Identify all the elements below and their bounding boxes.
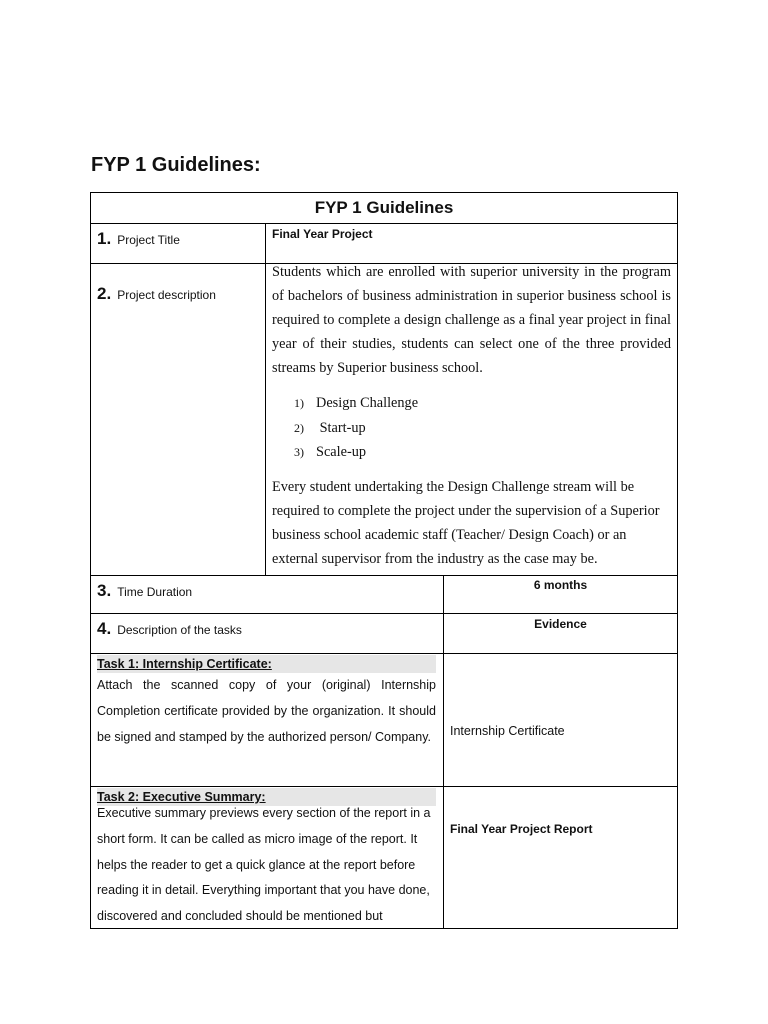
list-item: 2) Start-up — [294, 419, 366, 436]
time-duration-value: 6 months — [533, 578, 588, 592]
task-2-description — [90, 786, 444, 929]
row-number: 1. — [97, 229, 112, 248]
row-label: Description of the tasks — [117, 623, 242, 637]
stream-list — [294, 391, 671, 465]
row-number: 4. — [97, 619, 112, 638]
evidence-header: Evidence — [534, 617, 587, 631]
row-project-description-label — [90, 263, 266, 576]
row-time-duration-label — [90, 575, 444, 614]
project-title-value: Final Year Project — [272, 227, 373, 241]
row-label: Project Title — [117, 233, 180, 247]
row-evidence-header — [443, 613, 678, 654]
description-intro: Students which are enrolled with superior university in the program of bachelors of business administration in superior business school is required to complete a design challenge as a final year project in final year of their studies, students can select one of the three provided streams by Superior business school. — [272, 264, 671, 376]
list-item: 3) Scale-up — [294, 444, 367, 460]
task-1-description — [90, 653, 444, 787]
list-item: 1) Design Challenge — [294, 395, 419, 411]
row-number: 2. — [97, 284, 112, 303]
row-label: Project description — [117, 288, 216, 302]
page-heading: FYP 1 Guidelines: — [91, 154, 261, 176]
task-1-text: Attach the scanned copy of your (original) Internship Completion certificate provided by the organization. It should be signed and stamped by the authorized person/ Company. — [97, 678, 436, 744]
row-number: 3. — [97, 581, 112, 600]
row-time-duration-value — [443, 575, 678, 614]
task-2-title: Task 2: Executive Summary: — [97, 788, 436, 806]
row-project-description-value — [265, 263, 678, 576]
row-label: Time Duration — [117, 585, 193, 599]
task-2-evidence-value: Final Year Project Report — [450, 822, 593, 836]
task-1-evidence — [443, 653, 678, 787]
task-1-title: Task 1: Internship Certificate: — [97, 655, 436, 673]
row-project-title-value — [265, 223, 678, 264]
task-2-text: Executive summary previews every section of the report in a short form. It can be called as micro image of the report. It helps the reader to get a quick glance at the report before reading it in detail. Everything important that you have done, discovered and concluded should be mentioned but — [97, 806, 431, 924]
table-title: FYP 1 Guidelines — [90, 192, 678, 224]
row-project-title-label — [90, 223, 266, 264]
task-2-evidence — [443, 786, 678, 929]
task-1-evidence-value: Internship Certificate — [450, 724, 565, 738]
description-outro: Every student undertaking the Design Challenge stream will be required to complete the project under the supervision of a Superior business school academic staff (Teacher/ Design Coach) or an external supervisor from the industry as the case may be. — [272, 478, 660, 567]
row-tasks-label — [90, 613, 444, 654]
